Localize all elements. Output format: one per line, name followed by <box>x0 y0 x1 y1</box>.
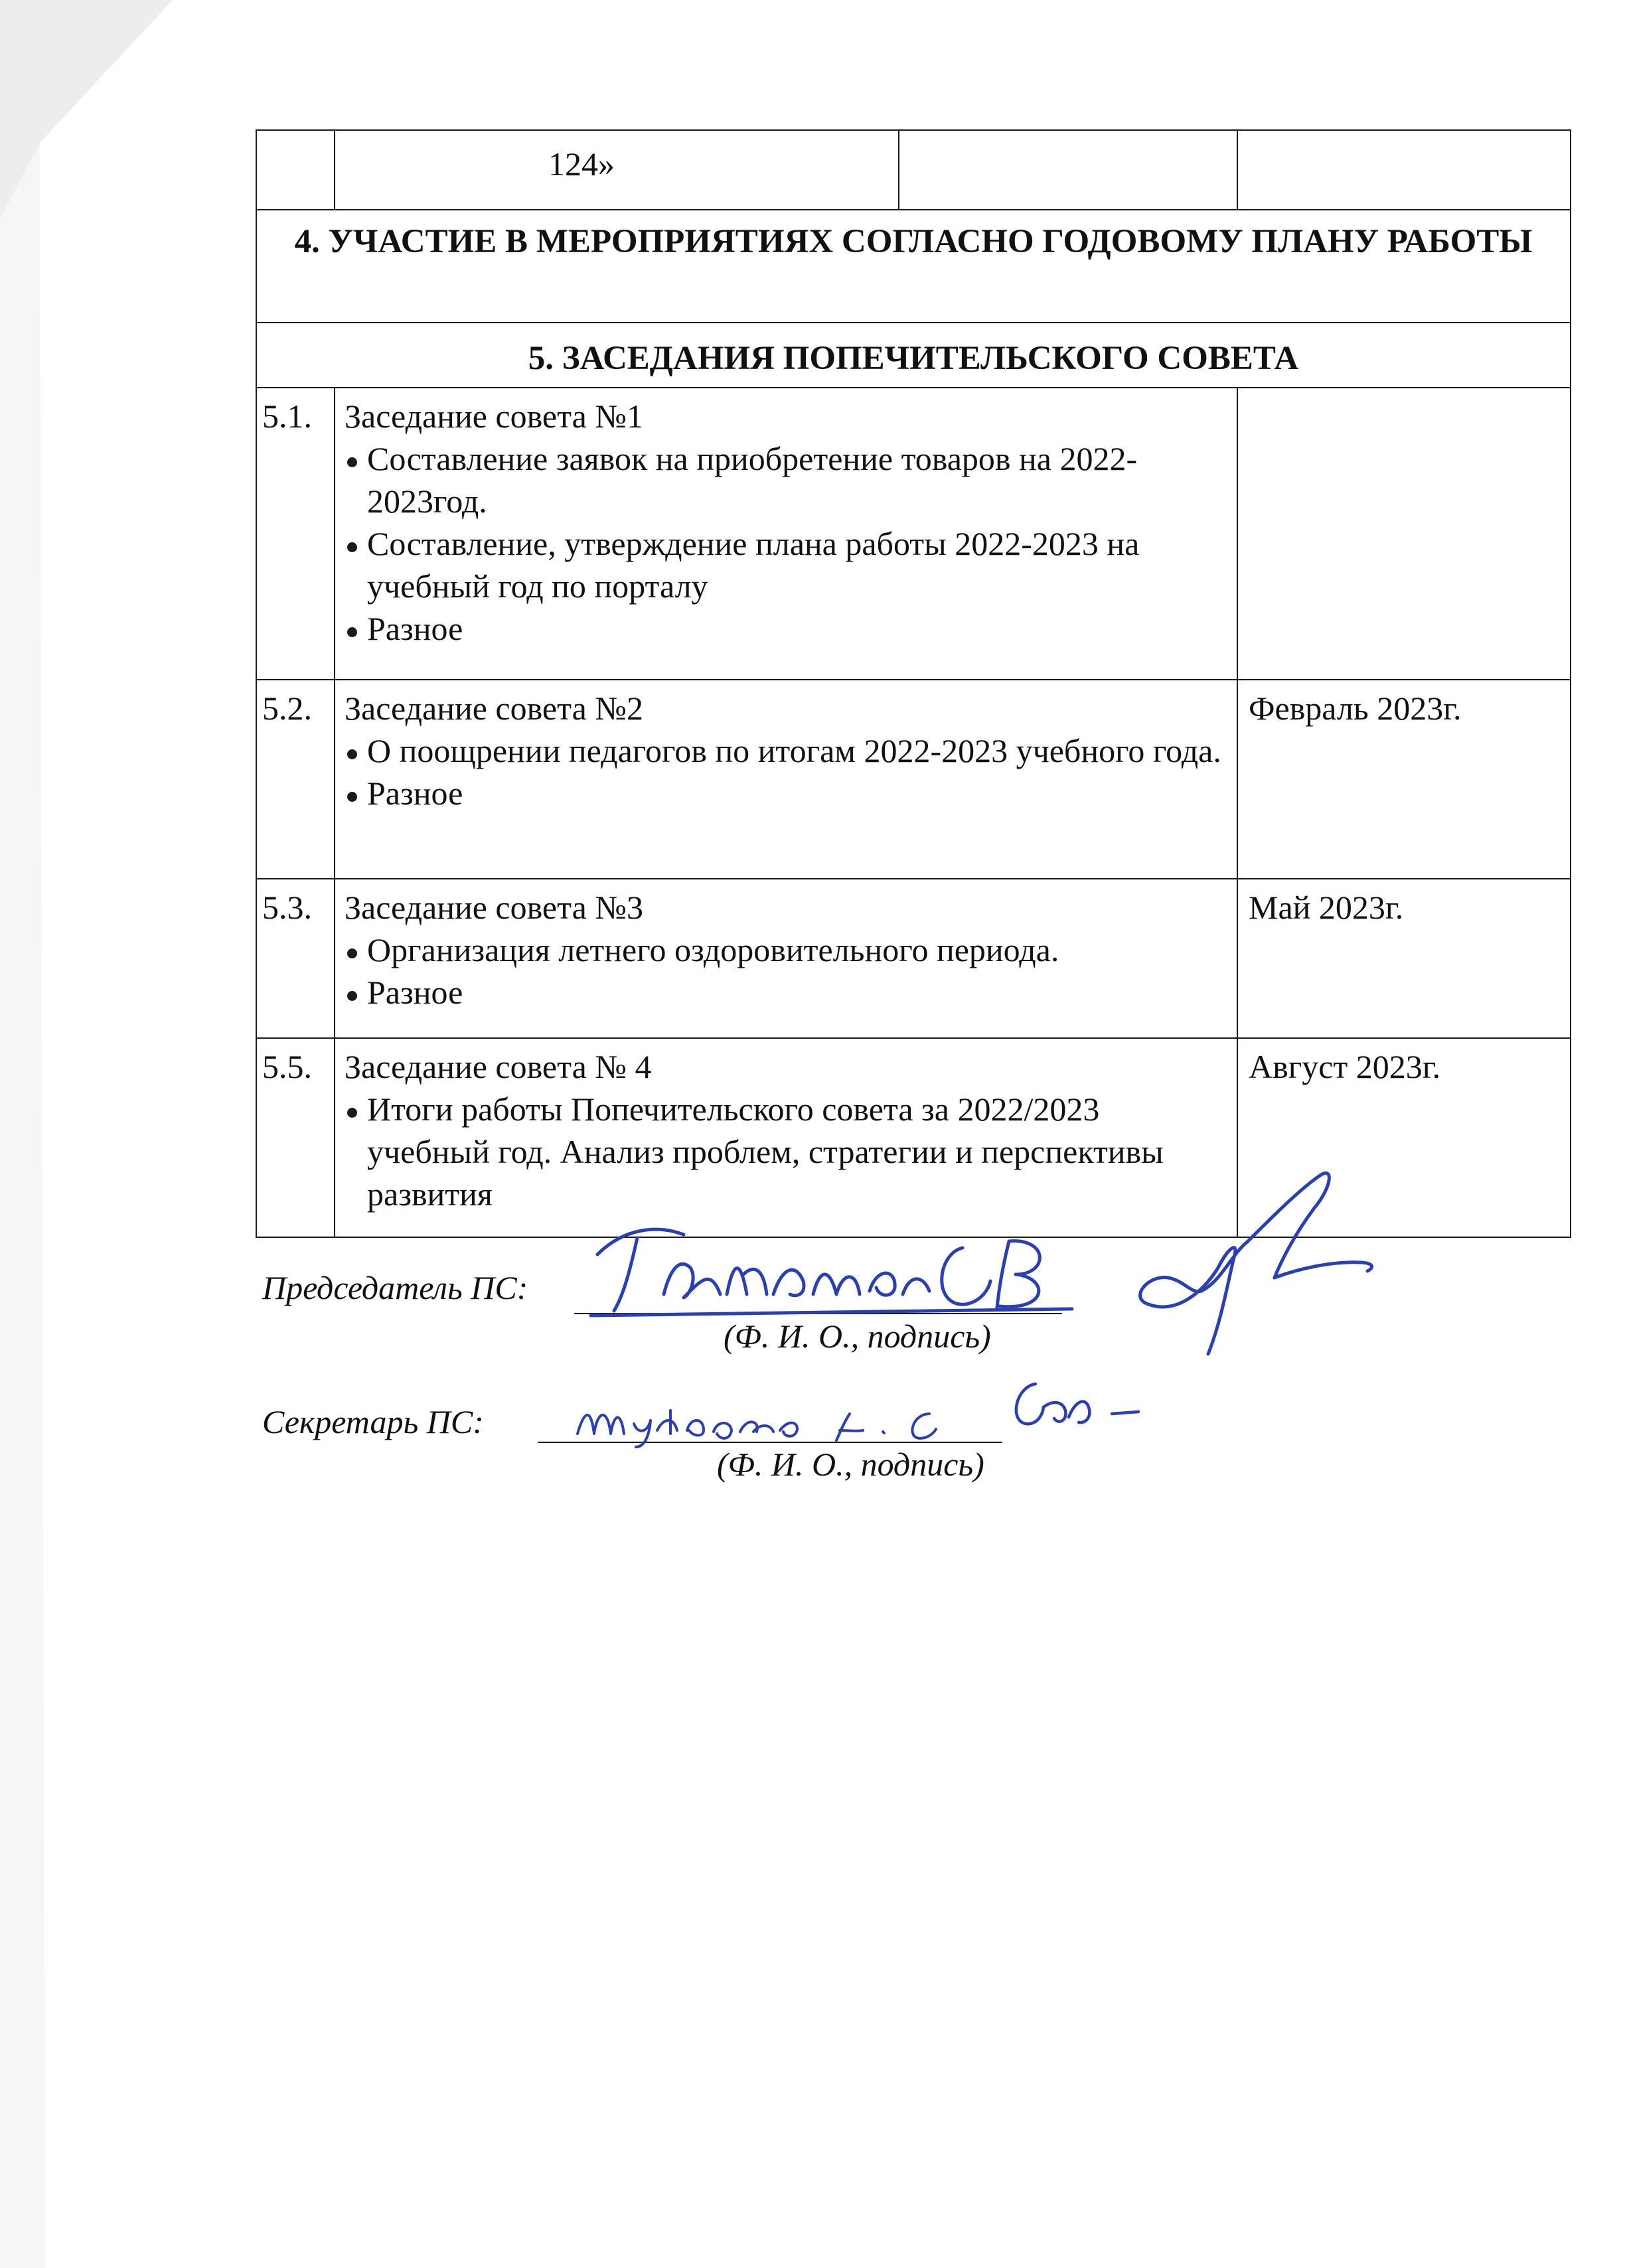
carry-num-cell <box>256 130 335 210</box>
row-date <box>1237 388 1571 680</box>
secretary-handwritten-name <box>571 1384 969 1450</box>
agenda-item: Разное <box>345 607 1227 650</box>
section-5-title: 5. ЗАСЕДАНИЯ ПОПЕЧИТЕЛЬСКОГО СОВЕТА <box>256 323 1571 388</box>
row-date: Май 2023г. <box>1237 879 1571 1038</box>
agenda-item: Организация летнего оздоровительного периода. <box>345 929 1227 971</box>
secretary-label: Секретарь ПС: <box>262 1403 484 1440</box>
section-5-header <box>256 323 1571 388</box>
meeting-title: Заседание совета №3 <box>345 889 643 926</box>
agenda-item: Разное <box>345 971 1227 1014</box>
secretary-caption: (Ф. И. О., подпись) <box>717 1446 984 1483</box>
carry-empty-cell <box>899 130 1237 210</box>
meeting-title: Заседание совета № 4 <box>345 1048 652 1085</box>
agenda-item: О поощрении педагогов по итогам 2022-2023 учебного года. <box>345 729 1227 772</box>
carry-over-row <box>256 130 1571 210</box>
chairman-label: Председатель ПС: <box>262 1269 528 1306</box>
row-number: 5.5. <box>256 1038 335 1237</box>
agenda-item: Итоги работы Попечительского совета за 2022/2023 учебный год. Анализ проблем, стратегии и перспективы развития <box>345 1088 1227 1215</box>
agenda-item: Составление, утверждение плана работы 2022-2023 на учебный год по порталу <box>345 522 1227 607</box>
agenda-list <box>345 729 1227 814</box>
row-date: Август 2023г. <box>1237 1038 1571 1237</box>
row-number: 5.2. <box>256 680 335 879</box>
chairman-caption: (Ф. И. О., подпись) <box>724 1318 991 1355</box>
row-content <box>335 680 1237 879</box>
meeting-title: Заседание совета №1 <box>345 398 643 435</box>
plan-table <box>256 129 1571 1238</box>
agenda-list <box>345 929 1227 1014</box>
meeting-title: Заседание совета №2 <box>345 690 643 727</box>
section-4-title: 4. УЧАСТИЕ В МЕРОПРИЯТИЯХ СОГЛАСНО ГОДОВОМУ ПЛАНУ РАБОТЫ <box>256 210 1571 323</box>
carry-date-cell <box>1237 130 1571 210</box>
section-4-header <box>256 210 1571 323</box>
secretary-signature-line <box>538 1442 1002 1443</box>
agenda-item: Составление заявок на приобретение товаров на 2022-2023год. <box>345 437 1227 522</box>
row-content <box>335 879 1237 1038</box>
table-row <box>256 879 1571 1038</box>
row-content <box>335 1038 1237 1237</box>
carry-text-cell: 124» <box>335 130 899 210</box>
table-row <box>256 388 1571 680</box>
row-number: 5.3. <box>256 879 335 1038</box>
agenda-list <box>345 1088 1227 1215</box>
row-number: 5.1. <box>256 388 335 680</box>
row-content <box>335 388 1237 680</box>
chairman-signature-line <box>574 1313 1062 1314</box>
agenda-list <box>345 437 1227 650</box>
table-row <box>256 1038 1571 1237</box>
secretary-signature <box>996 1371 1142 1444</box>
row-date: Февраль 2023г. <box>1237 680 1571 879</box>
agenda-item: Разное <box>345 772 1227 814</box>
table-row <box>256 680 1571 879</box>
